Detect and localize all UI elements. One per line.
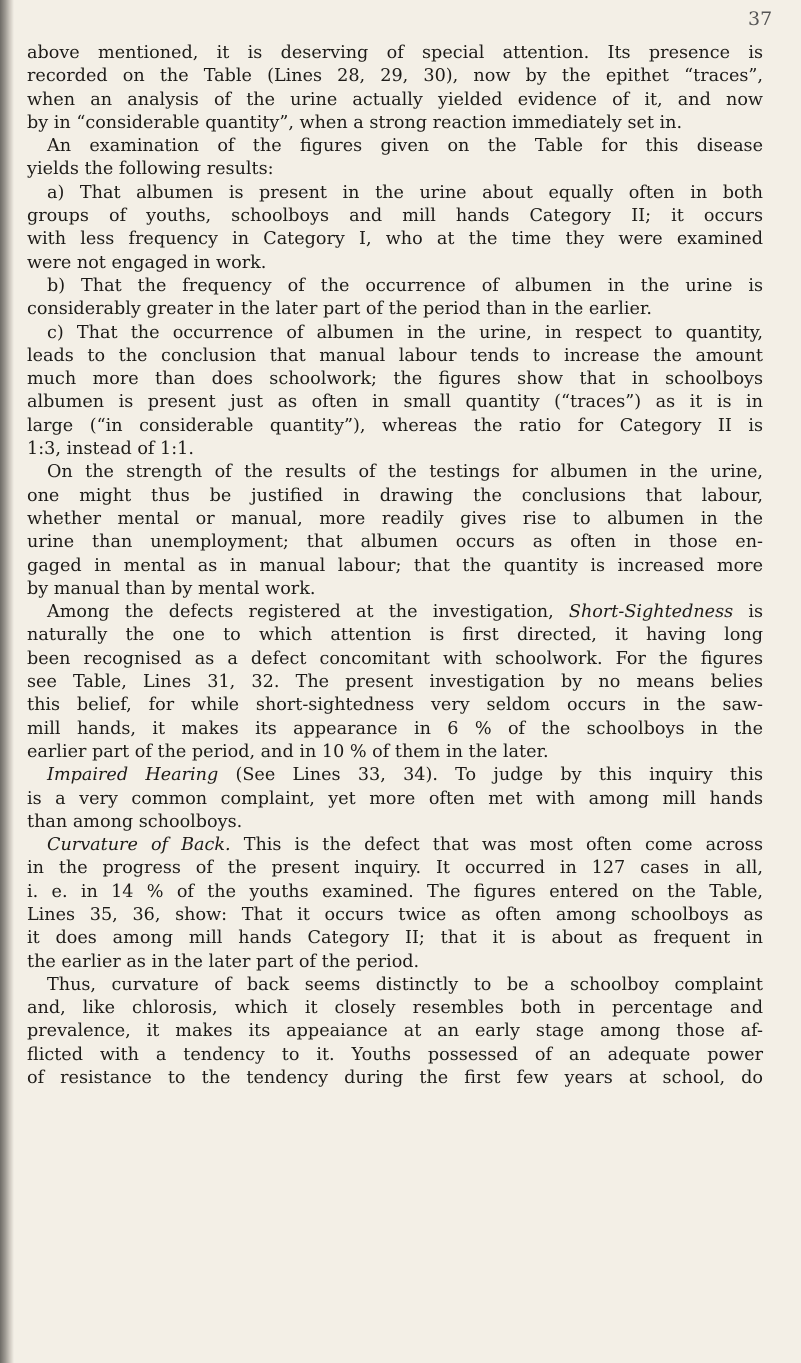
text-line	[27, 694, 763, 717]
text-segment: were not engaged in work.	[27, 252, 267, 273]
text-segment: Thus, curvature of back seems distinctly to be a schoolboy complaint	[47, 974, 763, 995]
text-line	[27, 881, 763, 904]
text-segment: yields the following results:	[27, 159, 274, 180]
text-line	[27, 461, 763, 484]
text-segment: considerably greater in the later part of the period than in the earlier.	[27, 299, 652, 320]
text-line	[27, 135, 763, 158]
text-segment: albumen is present just as often in small quantity (“traces”) as it is in	[27, 392, 763, 413]
text-line	[27, 415, 763, 438]
text-line	[27, 205, 763, 228]
text-line	[27, 788, 763, 811]
text-line	[27, 485, 763, 508]
text-segment: by manual than by mental work.	[27, 578, 316, 599]
text-segment: naturally the one to which attention is first directed, it having long	[27, 625, 763, 646]
text-line	[27, 42, 763, 65]
text-line	[27, 158, 763, 181]
text-segment: whether mental or manual, more readily gives rise to albumen in the	[27, 508, 763, 529]
text-segment: than among schoolboys.	[27, 811, 243, 832]
text-line	[27, 834, 763, 857]
text-segment: the earlier as in the later part of the period.	[27, 951, 420, 972]
italic-heading: Curvature of Back.	[47, 835, 231, 856]
text-line	[27, 578, 763, 601]
text-segment: and, like chlorosis, which it closely resembles both in percentage and	[27, 998, 763, 1019]
text-segment: when an analysis of the urine actually yielded evidence of it, and now	[27, 89, 763, 110]
text-line	[27, 228, 763, 251]
text-segment: urine than unemployment; that albumen occurs as often in those en-	[27, 532, 763, 553]
text-segment: been recognised as a defect concomitant with schoolwork. For the figures	[27, 648, 763, 669]
text-line	[27, 65, 763, 88]
text-segment: mill hands, it makes its appearance in 6 % of the schoolboys in the	[27, 718, 763, 739]
text-segment: much more than does schoolwork; the figures show that in schoolboys	[27, 369, 763, 390]
text-line	[27, 391, 763, 414]
text-line	[27, 438, 763, 461]
text-segment: it does among mill hands Category II; that it is about as frequent in	[27, 928, 763, 949]
text-segment: i. e. in 14 % of the youths examined. The figures entered on the Table,	[27, 881, 763, 902]
text-segment: leads to the conclusion that manual labour tends to increase the amount	[27, 345, 763, 366]
text-segment: flicted with a tendency to it. Youths possessed of an adequate power	[27, 1044, 763, 1065]
text-segment: gaged in mental as in manual labour; that the quantity is increased more	[27, 555, 763, 576]
text-segment: a) That albumen is present in the urine about equally often in both	[47, 182, 763, 203]
text-line	[27, 718, 763, 741]
text-segment: recorded on the Table (Lines 28, 29, 30), now by the epithet “traces”,	[27, 66, 763, 87]
text-segment: Lines 35, 36, show: That it occurs twice as often among schoolboys as	[27, 904, 763, 925]
text-segment: by in “considerable quantity”, when a strong reaction immediately set in.	[27, 112, 683, 133]
text-segment: prevalence, it makes its appeaiance at an early stage among those af-	[27, 1021, 763, 1042]
page-number: 37	[748, 8, 773, 30]
text-line	[27, 764, 763, 787]
text-line	[27, 927, 763, 950]
text-segment: one might thus be justified in drawing the conclusions that labour,	[27, 485, 763, 506]
text-line	[27, 275, 763, 298]
text-line	[27, 974, 763, 997]
text-line	[27, 531, 763, 554]
text-segment: see Table, Lines 31, 32. The present investigation by no means belies	[27, 672, 763, 693]
text-line	[27, 508, 763, 531]
text-segment: 1:3, instead of 1:1.	[27, 439, 194, 460]
text-line	[27, 182, 763, 205]
text-line	[27, 997, 763, 1020]
page-binding-edge	[0, 0, 14, 1363]
text-segment: (See Lines 33, 34). To judge by this inquiry this	[218, 765, 763, 786]
text-line	[27, 89, 763, 112]
body-text	[27, 42, 763, 1090]
text-line	[27, 252, 763, 275]
text-segment: An examination of the figures given on the Table for this disease	[47, 136, 763, 157]
text-line	[27, 951, 763, 974]
text-segment: groups of youths, schoolboys and mill hands Category II; it occurs	[27, 206, 763, 227]
text-segment: large (“in considerable quantity”), whereas the ratio for Category II is	[27, 415, 763, 436]
text-line	[27, 624, 763, 647]
text-line	[27, 322, 763, 345]
text-line	[27, 1020, 763, 1043]
text-line	[27, 811, 763, 834]
text-line	[27, 1067, 763, 1090]
text-segment: above mentioned, it is deserving of special attention. Its presence is	[27, 43, 763, 63]
text-segment: b) That the frequency of the occurrence of albumen in the urine is	[47, 275, 763, 296]
text-segment: is	[733, 602, 763, 623]
text-segment: On the strength of the results of the testings for albumen in the urine,	[47, 462, 763, 483]
text-line	[27, 648, 763, 671]
italic-heading: Short-Sightedness	[568, 602, 734, 623]
text-line	[27, 741, 763, 764]
italic-heading: Impaired Hearing	[47, 765, 219, 786]
text-segment: earlier part of the period, and in 10 % of them in the later.	[27, 741, 549, 762]
text-segment: is a very common complaint, yet more often met with among mill hands	[27, 788, 763, 809]
text-segment: with less frequency in Category I, who at the time they were examined	[27, 229, 763, 250]
text-segment: in the progress of the present inquiry. It occurred in 127 cases in all,	[27, 858, 763, 879]
text-line	[27, 671, 763, 694]
text-segment: c) That the occurrence of albumen in the urine, in respect to quantity,	[47, 322, 763, 343]
text-line	[27, 1044, 763, 1067]
text-line	[27, 368, 763, 391]
text-segment: This is the defect that was most often come across	[230, 835, 763, 856]
text-line	[27, 601, 763, 624]
text-line	[27, 298, 763, 321]
text-line	[27, 112, 763, 135]
text-line	[27, 345, 763, 368]
text-line	[27, 857, 763, 880]
text-segment: of resistance to the tendency during the first few years at school, do	[27, 1068, 763, 1089]
text-segment: Among the defects registered at the investigation,	[47, 602, 569, 623]
text-line	[27, 555, 763, 578]
text-line	[27, 904, 763, 927]
text-segment: this belief, for while short-sightedness very seldom occurs in the saw-	[27, 695, 763, 716]
